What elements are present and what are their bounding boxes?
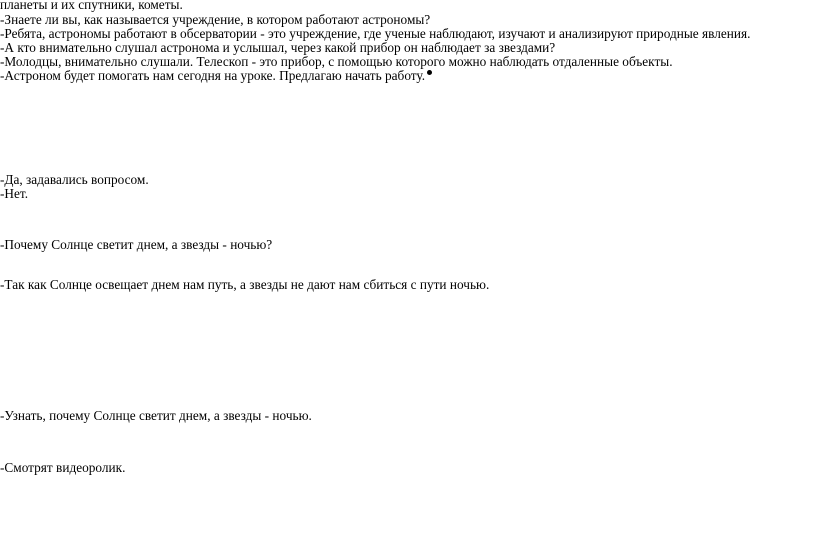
text-line: -Смотрят видеоролик. <box>0 460 126 475</box>
text-line: -Астроном будет помогать нам сегодня на уроке. Предлагаю начать работу. <box>0 68 426 83</box>
bullet-dot-icon <box>427 70 432 75</box>
text-line: -Узнать, почему Солнце светит днем, а звезды - ночью. <box>0 408 312 423</box>
text-line: -Нет. <box>0 186 29 201</box>
text-line: планеты и их спутники, кометы. <box>0 0 183 12</box>
text-line-with-bullet <box>0 68 432 84</box>
text-line: -Молодцы, внимательно слушали. Телескоп - это прибор, с помощью которого можно наблюдать отдаленные объекты. <box>0 54 673 69</box>
text-line: -А кто внимательно слушал астронома и услышал, через какой прибор он наблюдает за звездами? <box>0 40 556 55</box>
text-line: -Так как Солнце освещает днем нам путь, а звезды не дают нам сбиться с пути ночью. <box>0 277 490 292</box>
text-line: -Ребята, астрономы работают в обсерватории - это учреждение, где ученые наблюдают, изучают и анализируют природные явления. <box>0 26 751 41</box>
text-line: -Почему Солнце светит днем, а звезды - ночью? <box>0 237 273 252</box>
text-line: -Да, задавались вопросом. <box>0 172 149 187</box>
text-line: -Знаете ли вы, как называется учреждение, в котором работают астрономы? <box>0 12 431 27</box>
